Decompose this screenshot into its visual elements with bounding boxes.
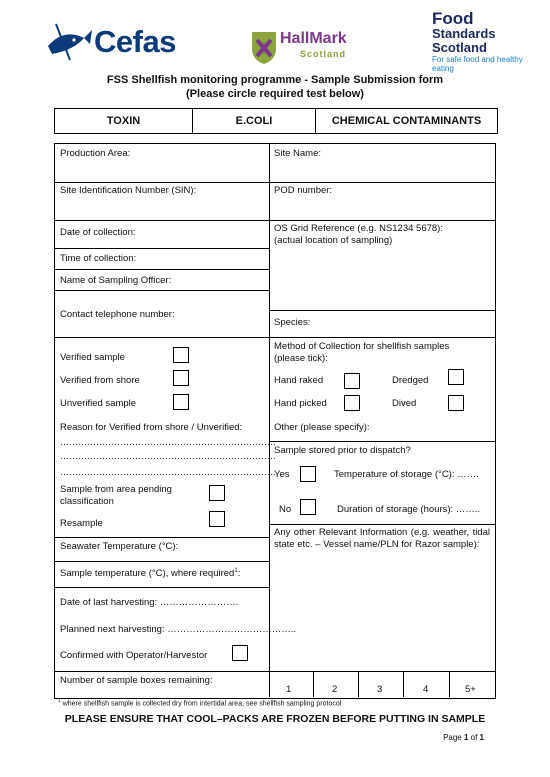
verified-sample-checkbox[interactable] <box>173 347 189 363</box>
dredged-label: Dredged <box>392 375 429 386</box>
seawater-temperature-label: Seawater Temperature (°C): <box>60 541 179 552</box>
dived-label: Dived <box>392 398 417 409</box>
fss-logo-standards: Standards <box>432 26 496 41</box>
reason-dots-1[interactable]: ……………………………………………………………… <box>60 437 276 447</box>
hand-picked-label: Hand picked <box>274 398 327 409</box>
hand-picked-checkbox[interactable] <box>344 395 360 411</box>
verified-shore-checkbox[interactable] <box>173 370 189 386</box>
hallmark-subtitle: Scotland <box>300 49 347 59</box>
dived-checkbox[interactable] <box>448 395 464 411</box>
verified-shore-label: Verified from shore <box>60 375 140 386</box>
reason-dots-3[interactable]: ……………………………………………………………… <box>60 467 276 477</box>
stored-no-label: No <box>279 504 292 515</box>
test-toxin[interactable]: TOXIN <box>55 109 193 133</box>
reason-label: Reason for Verified from shore / Unverified: <box>60 422 243 433</box>
resample-checkbox[interactable] <box>209 511 225 527</box>
site-name-label: Site Name: <box>274 148 321 159</box>
method-collection-label: Method of Collection for shellfish samples <box>274 341 450 352</box>
fss-logo-scotland: Scotland <box>432 40 487 55</box>
verified-sample-label: Verified sample <box>60 352 125 363</box>
storage-temperature-label: Temperature of storage (°C): ……. <box>334 469 479 480</box>
sampling-officer-label: Name of Sampling Officer: <box>60 275 172 286</box>
test-ecoli[interactable]: E.COLI <box>193 109 316 133</box>
cefas-wordmark: Cefas <box>94 24 176 59</box>
unverified-sample-label: Unverified sample <box>60 398 137 409</box>
fss-logo <box>432 11 532 73</box>
box-option-1[interactable]: 1 <box>286 684 292 695</box>
confirmed-operator-label: Confirmed with Operator/Harvestor <box>60 650 208 661</box>
method-collection-sub-label: (please tick): <box>274 353 328 364</box>
pending-classification-label-2: classification <box>60 496 114 507</box>
hallmark-logo <box>250 28 360 70</box>
hallmark-wordmark: HallMark <box>280 30 347 47</box>
box-option-4[interactable]: 4 <box>423 684 429 695</box>
hand-raked-checkbox[interactable] <box>344 373 360 389</box>
form-title: FSS Shellfish monitoring programme - Sample Submission form <box>106 74 444 86</box>
unverified-sample-checkbox[interactable] <box>173 394 189 410</box>
contact-telephone-label: Contact telephone number: <box>60 309 175 320</box>
storage-duration-label: Duration of storage (hours): …….. <box>337 504 481 515</box>
fss-logo-tagline: For safe food and healthy eating <box>432 55 523 73</box>
production-area-label: Production Area: <box>60 148 131 159</box>
other-method-label: Other (please specify): <box>274 422 370 433</box>
stored-no-checkbox[interactable] <box>300 499 316 515</box>
cool-pack-warning: PLEASE ENSURE THAT COOL–PACKS ARE FROZEN BEFORE PUTTING IN SAMPLE <box>64 713 486 725</box>
time-collection-label: Time of collection: <box>60 253 137 264</box>
hallmark-shield-icon <box>250 30 278 66</box>
box-option-2[interactable]: 2 <box>332 684 338 695</box>
fss-logo-food: Food <box>432 9 474 28</box>
stored-prior-label: Sample stored prior to dispatch? <box>274 445 411 456</box>
confirmed-operator-checkbox[interactable] <box>232 645 248 661</box>
box-option-5-plus[interactable]: 5+ <box>465 684 476 695</box>
stored-yes-label: Yes <box>274 469 290 480</box>
reason-dots-2[interactable]: ……………………………………………………………… <box>60 451 276 461</box>
date-collection-label: Date of collection: <box>60 227 136 238</box>
pending-classification-label: Sample from area pending <box>60 484 172 495</box>
test-chemical-contaminants[interactable]: CHEMICAL CONTAMINANTS <box>331 115 482 127</box>
other-information-label: Any other Relevant Information (e.g. weather, tidal state etc. – Vessel name/PLN for Razor sample): <box>274 527 490 550</box>
resample-label: Resample <box>60 518 103 529</box>
last-harvesting-label: Date of last harvesting: ……………………. <box>60 597 239 608</box>
os-grid-sub-label: (actual location of sampling) <box>274 235 393 246</box>
form-subtitle: (Please circle required test below) <box>186 88 364 100</box>
test-selection-row <box>54 108 498 134</box>
pending-classification-checkbox[interactable] <box>209 485 225 501</box>
submission-form-table <box>54 143 496 699</box>
sample-temperature-label: Sample temperature (°C), where required$^1$: <box>60 568 241 580</box>
footnote: $^1$ where shellfish sample is collected dry from intertidal area, see shellfish sampling protocol <box>58 698 342 708</box>
species-label: Species: <box>274 317 311 328</box>
stored-yes-checkbox[interactable] <box>300 466 316 482</box>
pod-number-label: POD number: <box>274 185 333 196</box>
dredged-checkbox[interactable] <box>448 369 464 385</box>
page-number: Page 1 of 1 <box>443 733 484 742</box>
planned-harvesting-label: Planned next harvesting: ………………………………….. <box>60 624 296 635</box>
hand-raked-label: Hand raked <box>274 375 324 386</box>
cefas-fish-icon <box>44 20 94 64</box>
box-option-3[interactable]: 3 <box>377 684 383 695</box>
sin-label: Site Identification Number (SIN): <box>60 185 197 196</box>
cefas-logo <box>44 20 184 64</box>
os-grid-label: OS Grid Reference (e.g. NS1234 5678): <box>274 223 443 234</box>
sample-boxes-label: Number of sample boxes remaining: <box>60 675 213 686</box>
